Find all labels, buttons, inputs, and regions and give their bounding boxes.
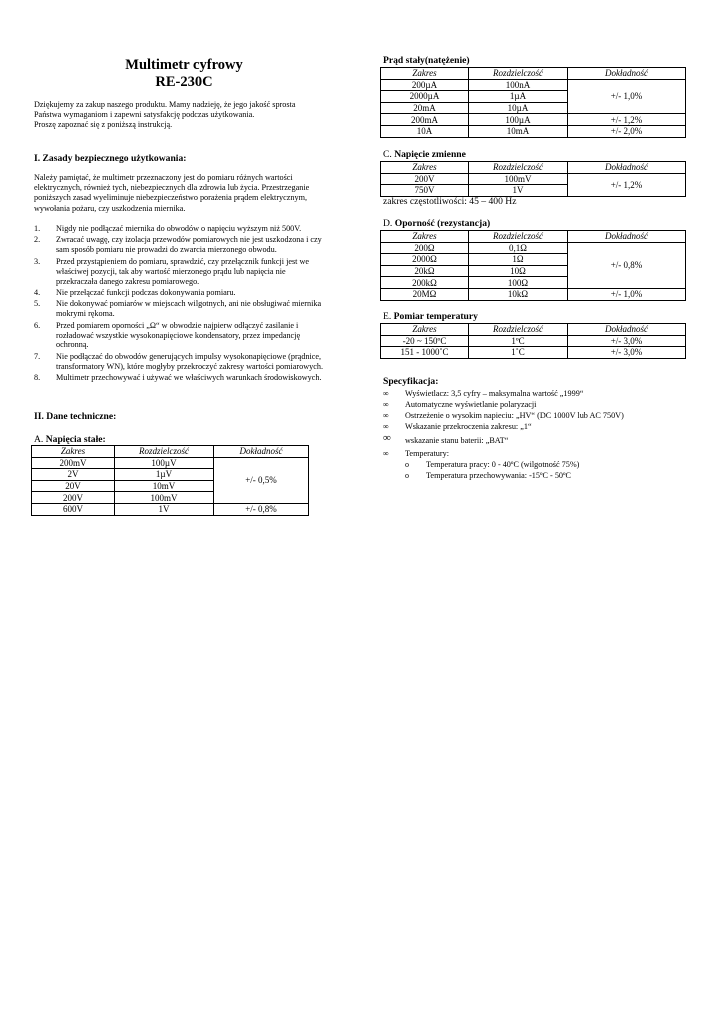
title-line-1: Multimetr cyfrowy xyxy=(125,57,243,73)
dc-current-table: Zakres Rozdzielczość Dokładność 200µA 100nA +/- 1,0% 2000µA 1µA 20mA 10µA 200mA 100µA +/- 1,2% 10A 10mA +/- 2,0% xyxy=(380,67,686,138)
title-line-2: RE-230C xyxy=(155,74,213,90)
spec-heading: Specyfikacja: xyxy=(383,376,439,387)
list-item: o Temperatura pracy: 0 - 40ºC (wilgotność 75%) xyxy=(405,460,580,469)
list-item: 1. Nigdy nie podłączać miernika do obwodów o napięciu wyższym niż 500V. xyxy=(34,224,302,233)
list-item: ∞ Temperatury: xyxy=(383,449,449,458)
list-item: 7. Nie podłączać do obwodów generujących impulsy wysokonapięciowe (prądnice, transformatory WN), które mogłyby przekroczyć zakresy wartości pomiarowych. xyxy=(34,351,323,371)
list-item: ∞ Ostrzeżenie o wysokim napieciu: „HV“ (DC 1000V lub AC 750V) xyxy=(383,411,624,420)
safety-rules-list xyxy=(34,224,324,385)
table-row: 200kΩ 100Ω xyxy=(381,277,686,289)
table-row: 2V 1µV xyxy=(32,469,309,481)
resistance-label: D. Oporność (rezystancja) xyxy=(383,218,491,229)
table-row: 200µA 100nA +/- 1,0% xyxy=(381,79,686,91)
list-item: ∞ wskazanie stanu baterii: „BAT“ xyxy=(383,432,509,445)
table-row: 2000Ω 1Ω xyxy=(381,254,686,266)
list-item: 8. Multimetr przechowywać i używać we właściwych warunkach środowiskowych. xyxy=(34,373,322,383)
table-row: 200mA 100µA +/- 1,2% xyxy=(381,114,686,126)
table-row: 200V 100mV xyxy=(32,492,309,504)
document-title xyxy=(34,57,334,91)
temperature-sublist xyxy=(383,459,683,481)
list-item: ∞ Wyświetlacz: 3,5 cyfry – maksymalna wartość „1999“ xyxy=(383,389,584,398)
dc-voltage-label: A. Napięcia stałe: xyxy=(34,434,106,445)
table-row: 200Ω 0,1Ω +/- 0,8% xyxy=(381,242,686,254)
ac-voltage-label: C. Napięcie zmienne xyxy=(383,149,466,160)
list-item: 6. Przed pomiarem oporności „Ω“ w obwodzie najpierw odłączyć zasilanie i rozładować wszystkie wysokonapięciowe kondensatory, przez impedancję ochronną. xyxy=(34,320,301,350)
table-row: 2000µA 1µA xyxy=(381,91,686,103)
list-item: 4. Nie przełączać funkcji podczas dokonywania pomiaru. xyxy=(34,287,236,297)
resistance-table: Zakres Rozdzielczość Dokładność 200Ω 0,1Ω +/- 0,8% 2000Ω 1Ω 20kΩ 10Ω 200kΩ 100Ω 20MΩ 10kΩ +/- 1,0% xyxy=(380,230,686,301)
table-row: 200V 100mV +/- 1,2% xyxy=(381,173,686,185)
tech-heading: II. Dane techniczne: xyxy=(34,411,117,422)
frequency-range: zakres częstotliwości: 45 – 400 Hz xyxy=(383,196,517,207)
dc-voltage-table: Zakres Rozdzielczość Dokładność 200mV 100µV +/- 0,5% 2V 1µV 20V 10mV 200V 100mV 600V 1V +/- 0,8% xyxy=(31,445,309,516)
temperature-table: Zakres Rozdzielczość Dokładność -20 ~ 150ºC 1ºC +/- 3,0% 151 - 1000˚C 1˚C +/- 3,0% xyxy=(380,323,686,359)
safety-heading: I. Zasady bezpiecznego użytkowania: xyxy=(34,153,187,164)
list-item: o Temperatura przechowywania: -15ºC - 50ºC xyxy=(405,471,572,480)
temperature-label: E. Pomiar temperatury xyxy=(383,311,478,322)
list-item: 3. Przed przystąpieniem do pomiaru, sprawdzić, czy przełącznik funkcji jest we właściwej pozycji, tak aby wartość mierzonego prądu lub napięcia nie przekraczała danego zakresu pomiarowego. xyxy=(34,256,310,286)
spec-list xyxy=(383,388,683,481)
table-row: 600V 1V +/- 0,8% xyxy=(32,503,309,515)
table-row: 151 - 1000˚C 1˚C +/- 3,0% xyxy=(381,347,686,359)
list-item: 5. Nie dokonywać pomiarów w miejscach wilgotnych, ani nie obsługiwać miernika mokrymi rękoma. xyxy=(34,299,322,319)
table-row: 20mA 10µA xyxy=(381,102,686,114)
list-item: 2. Zwracać uwagę, czy izolacja przewodów pomiarowych nie jest uszkodzona i czy sam sposób pomiaru nie prowadzi do zwarcia mierzonego obwodu. xyxy=(34,235,322,255)
table-row: 20kΩ 10Ω xyxy=(381,265,686,277)
table-row: -20 ~ 150ºC 1ºC +/- 3,0% xyxy=(381,335,686,347)
table-row: 20V 10mV xyxy=(32,480,309,492)
table-row: 10A 10mA +/- 2,0% xyxy=(381,125,686,137)
safety-paragraph: Należy pamiętać, że multimetr przeznaczony jest do pomiaru różnych wartości elektrycznych, również tych, niebezpiecznych dla zdrowia lub życia. Przestrzeganie poniższych zasad wyeliminuje niebezpieczeństwo porażenia prądem elektrycznym, wywołania pożaru, czy uszkodzenia miernika. xyxy=(34,173,310,213)
list-item: ∞ Automatyczne wyświetlanie polaryzacji xyxy=(383,400,537,409)
table-row: 20MΩ 10kΩ +/- 1,0% xyxy=(381,288,686,300)
ac-voltage-table: Zakres Rozdzielczość Dokładność 200V 100mV +/- 1,2% 750V 1V xyxy=(380,161,686,197)
table-row: 750V 1V xyxy=(381,185,686,197)
list-item: ∞ Wskazanie przekroczenia zakresu: „1“ xyxy=(383,422,532,431)
table-row: 200mV 100µV +/- 0,5% xyxy=(32,457,309,469)
intro-text: Dziękujemy za zakup naszego produktu. Mamy nadzieję, że jego jakość sprosta Państwa wymaganiom i zapewni satysfakcję podczas użytkowania. Proszę zapoznać się z poniższą instrukcją. xyxy=(34,100,296,130)
dc-current-label: Prąd stały(natężenie) xyxy=(383,55,470,66)
